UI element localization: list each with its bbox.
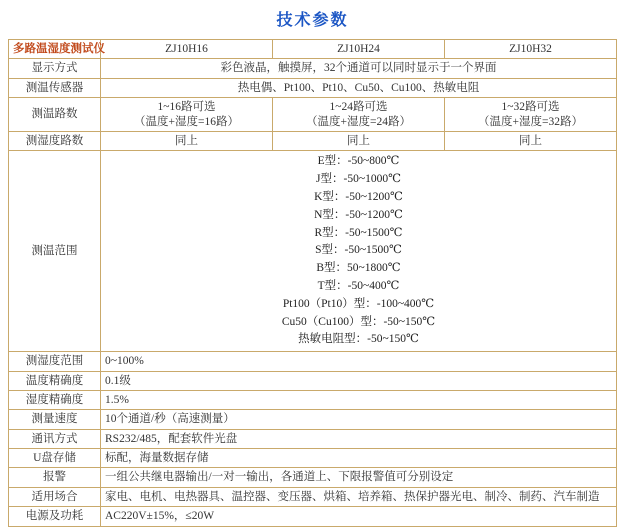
table-row — [9, 371, 617, 390]
row-value-alarm: 一组公共继电器输出/一对一输出，各通道上、下限报警值可分别设定 — [101, 468, 617, 487]
spec-table — [8, 39, 617, 527]
row-value-display: 彩色液晶，触摸屏，32个通道可以同时显示于一个界面 — [101, 59, 617, 78]
row-value-temp-channels-1: 1~16路可选 （温度+湿度=16路） — [101, 98, 273, 132]
row-label-temp-accuracy: 温度精确度 — [9, 371, 101, 390]
model-column-3: ZJ10H32 — [445, 40, 617, 59]
row-label-humid-accuracy: 湿度精确度 — [9, 390, 101, 409]
row-label-temp-channels: 测温路数 — [9, 98, 101, 132]
table-row — [9, 507, 617, 526]
table-row — [9, 390, 617, 409]
header-product-label-line1: 多路温湿度测试仪 — [13, 43, 105, 55]
row-label-measure-speed: 测量速度 — [9, 410, 101, 429]
row-label-temp-range: 测温范围 — [9, 151, 101, 352]
row-value-humid-channels-1: 同上 — [101, 131, 273, 150]
row-value-communication: RS232/485，配套软件光盘 — [101, 429, 617, 448]
table-row — [9, 59, 617, 78]
row-value-humid-channels-3: 同上 — [445, 131, 617, 150]
row-value-temp-range: E型：-50~800℃ J型：-50~1000℃ K型：-50~1200℃ N型：-50~1200℃ R型：-50~1500℃ S型：-50~1500℃ B型：50~1800℃ T型：-50~400℃ Pt100（Pt10）型：-100~400℃ Cu50（Cu100）型：-50~150℃ 热敏电阻型：-50~150℃ — [101, 151, 617, 352]
table-row — [9, 352, 617, 371]
table-row — [9, 98, 617, 132]
row-value-humid-range: 0~100% — [101, 352, 617, 371]
row-label-humid-channels: 测湿度路数 — [9, 131, 101, 150]
row-value-humid-accuracy: 1.5% — [101, 390, 617, 409]
row-value-applications: 家电、电机、电热器具、温控器、变压器、烘箱、培养箱、热保护器光电、制冷、制药、汽车制造 — [101, 487, 617, 506]
table-row — [9, 429, 617, 448]
table-row — [9, 410, 617, 429]
table-row — [9, 468, 617, 487]
row-value-measure-speed: 10个通道/秒（高速测量） — [101, 410, 617, 429]
row-label-alarm: 报警 — [9, 468, 101, 487]
table-row — [9, 78, 617, 97]
row-value-power: AC220V±15%，≤20W — [101, 507, 617, 526]
table-row-header — [9, 40, 617, 59]
row-label-applications: 适用场合 — [9, 487, 101, 506]
row-label-usb-storage: U盘存储 — [9, 449, 101, 468]
table-row — [9, 487, 617, 506]
row-label-temp-sensor: 测温传感器 — [9, 78, 101, 97]
header-product-label — [9, 40, 105, 59]
row-label-humid-range: 测湿度范围 — [9, 352, 101, 371]
row-value-temp-channels-2: 1~24路可选 （温度+湿度=24路） — [273, 98, 445, 132]
row-value-temp-accuracy: 0.1级 — [101, 371, 617, 390]
row-label-power: 电源及功耗 — [9, 507, 101, 526]
model-column-2: ZJ10H24 — [273, 40, 445, 59]
row-value-temp-channels-3: 1~32路可选 （温度+湿度=32路） — [445, 98, 617, 132]
row-value-humid-channels-2: 同上 — [273, 131, 445, 150]
row-label-display: 显示方式 — [9, 59, 101, 78]
row-value-usb-storage: 标配，海量数据存储 — [101, 449, 617, 468]
row-value-temp-sensor: 热电偶、Pt100、Pt10、Cu50、Cu100、热敏电阻 — [101, 78, 617, 97]
row-label-communication: 通讯方式 — [9, 429, 101, 448]
table-row — [9, 151, 617, 352]
table-row — [9, 131, 617, 150]
table-row — [9, 449, 617, 468]
page-title: 技术参数 — [276, 12, 349, 29]
model-column-1: ZJ10H16 — [101, 40, 273, 59]
